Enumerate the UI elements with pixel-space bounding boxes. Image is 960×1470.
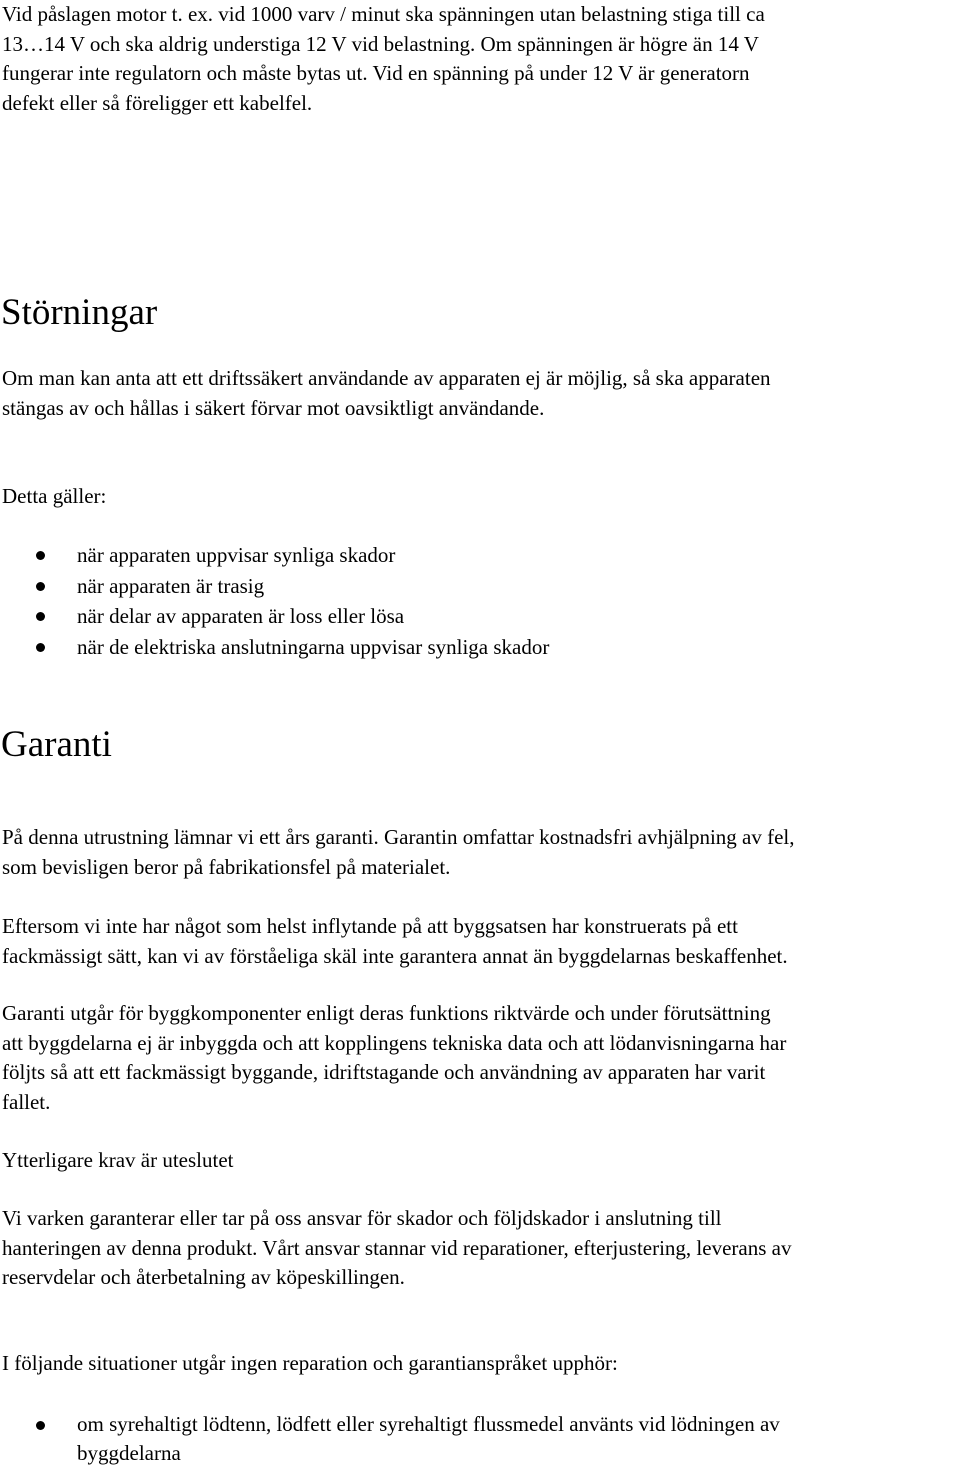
heading-garanti: Garanti bbox=[1, 724, 112, 765]
garanti-paragraph-2 bbox=[2, 912, 788, 971]
garanti-line: fackmässigt sätt, kan vi av förståeliga skäl inte garantera annat än byggdelarnas beskaffenhet. bbox=[2, 943, 788, 968]
garanti-bullet-list bbox=[0, 1410, 780, 1468]
garanti-paragraph-1 bbox=[2, 823, 795, 882]
bullet-icon bbox=[36, 582, 45, 591]
bullet-icon bbox=[36, 643, 45, 652]
garanti-paragraph-4: Ytterligare krav är uteslutet bbox=[2, 1148, 234, 1172]
list-item-text: när apparaten uppvisar synliga skador bbox=[77, 543, 396, 567]
intro-paragraph bbox=[2, 0, 765, 118]
bullet-icon bbox=[36, 551, 45, 560]
intro-line: 13…14 V och ska aldrig understiga 12 V vid belastning. Om spänningen är högre än 14 V bbox=[2, 31, 759, 56]
list-item-text: när de elektriska anslutningarna uppvisar synliga skador bbox=[77, 634, 550, 659]
list-item-text: byggdelarna bbox=[77, 1441, 181, 1465]
list-item bbox=[0, 540, 549, 571]
list-item-text: när delar av apparaten är loss eller lösa bbox=[77, 604, 405, 628]
bullet-icon bbox=[36, 1421, 45, 1430]
storningar-line: Om man kan anta att ett driftssäkert användande av apparaten ej är möjlig, så ska apparaten bbox=[2, 366, 771, 390]
list-item bbox=[0, 571, 549, 602]
garanti-line: Garanti utgår för byggkomponenter enligt deras funktions riktvärde och under förutsättning bbox=[2, 1001, 771, 1025]
garanti-line: Eftersom vi inte har något som helst inflytande på att byggsatsen har konstruerats på ett bbox=[2, 914, 738, 938]
garanti-line: hanteringen av denna produkt. Vårt ansvar stannar vid reparationer, efterjustering, leverans av bbox=[2, 1235, 792, 1260]
garanti-line: På denna utrustning lämnar vi ett års garanti. Garantin omfattar kostnadsfri avhjälpning av fel, bbox=[2, 825, 795, 849]
list-item bbox=[0, 1410, 780, 1468]
intro-line: fungerar inte regulatorn och måste bytas ut. Vid en spänning på under 12 V är generatorn bbox=[2, 61, 750, 85]
garanti-line: Vi varken garanterar eller tar på oss ansvar för skador och följdskador i anslutning till bbox=[2, 1206, 722, 1230]
garanti-paragraph-6: I följande situationer utgår ingen reparation och garantianspråket upphör: bbox=[2, 1351, 618, 1375]
list-item bbox=[0, 632, 549, 663]
storningar-bullet-list bbox=[0, 540, 549, 662]
list-item-text: när apparaten är trasig bbox=[77, 573, 265, 598]
bullet-icon bbox=[36, 612, 45, 621]
intro-line: defekt eller så föreligger ett kabelfel. bbox=[2, 90, 313, 115]
list-item-text: om syrehaltigt lödtenn, lödfett eller syrehaltigt flussmedel använts vid lödningen av bbox=[77, 1412, 780, 1436]
intro-line: Vid påslagen motor t. ex. vid 1000 varv / minut ska spänningen utan belastning stiga till ca bbox=[2, 2, 765, 26]
storningar-paragraph bbox=[2, 364, 771, 423]
detta-galler-label: Detta gäller: bbox=[2, 484, 107, 508]
list-item bbox=[0, 601, 549, 632]
garanti-line: fallet. bbox=[2, 1089, 51, 1114]
storningar-line: stängas av och hållas i säkert förvar mot oavsiktligt användande. bbox=[2, 395, 545, 420]
garanti-line: att byggdelarna ej är inbyggda och att kopplingens tekniska data och att lödanvisningarna har bbox=[2, 1030, 787, 1055]
garanti-line: reservdelar och återbetalning av köpeskillingen. bbox=[2, 1265, 405, 1289]
garanti-line: som bevisligen beror på fabrikationsfel på materialet. bbox=[2, 854, 451, 879]
garanti-paragraph-5 bbox=[2, 1204, 791, 1293]
garanti-paragraph-3 bbox=[2, 999, 786, 1117]
garanti-line: följts så att ett fackmässigt byggande, idriftstagande och användning av apparaten har varit bbox=[2, 1060, 766, 1084]
heading-storningar: Störningar bbox=[1, 292, 158, 333]
